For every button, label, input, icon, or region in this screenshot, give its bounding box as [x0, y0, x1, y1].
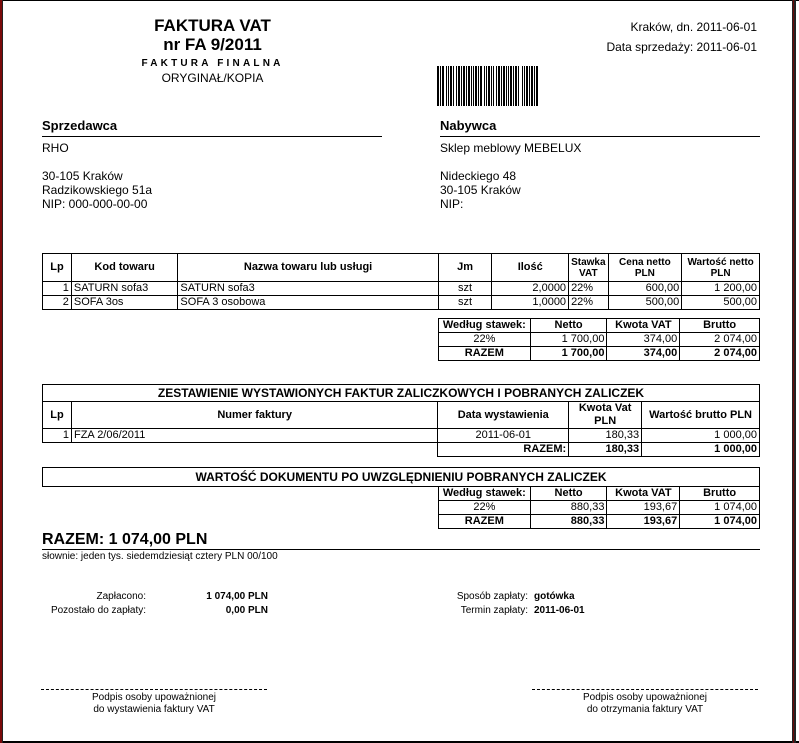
receiver-signature-line2: do otrzymania faktury VAT — [586, 704, 704, 715]
buyer-address-line: Nideckiego 48 — [440, 169, 517, 183]
place-date: Kraków, dn. 2011-06-01 — [630, 20, 757, 34]
receiver-signature — [532, 689, 758, 716]
paid-value: 1 074,00 PLN — [206, 591, 268, 602]
item-vat: 22% — [569, 282, 608, 296]
remaining-value: 0,00 PLN — [225, 605, 268, 616]
item-name: SATURN sofa3 — [178, 282, 438, 296]
item-code: SATURN sofa3 — [71, 282, 178, 296]
item-qty: 2,0000 — [492, 282, 569, 296]
item-price: 500,00 — [608, 296, 682, 310]
advances-title-row — [43, 385, 760, 402]
table-row — [439, 501, 760, 515]
seller-block — [42, 118, 382, 211]
item-lp: 2 — [43, 296, 72, 310]
advance-lp: 1 — [43, 429, 72, 443]
buyer-block — [440, 118, 760, 211]
total-vat: 193,67 — [607, 515, 680, 529]
item-vat: 22% — [569, 296, 608, 310]
total-label: RAZEM — [439, 347, 531, 361]
col-header-rate: Według stawek: — [439, 319, 531, 333]
item-value: 500,00 — [682, 296, 760, 310]
paid-label: Zapłacono: — [96, 591, 146, 602]
sale-date: Data sprzedaży: 2011-06-01 — [606, 40, 757, 54]
advances-title: ZESTAWIENIE WYSTAWIONYCH FAKTUR ZALICZKOWYCH I POBRANYCH ZALICZEK — [43, 385, 760, 402]
item-qty: 1,0000 — [492, 296, 569, 310]
advances-header-row — [43, 402, 760, 429]
table-row — [43, 429, 760, 443]
vat-rate: 22% — [439, 333, 531, 347]
total-gross: 1 074,00 — [680, 515, 760, 529]
item-price: 600,00 — [608, 282, 682, 296]
dates-block — [606, 17, 757, 57]
col-header-vat-amount: Kwota Vat PLN — [569, 402, 642, 429]
seller-title: Sprzedawca — [42, 118, 382, 137]
items-table — [42, 253, 760, 310]
col-header-gross-value: Wartość brutto PLN — [642, 402, 760, 429]
seller-address-line: 30-105 Kraków — [42, 169, 123, 183]
invoice-subtitle: FAKTURA FINALNA — [141, 58, 284, 69]
seller-address-line: Radzikowskiego 51a — [42, 183, 153, 197]
final-value-header — [439, 487, 760, 501]
remaining-label: Pozostało do zapłaty: — [50, 605, 146, 616]
vat-summary-header — [439, 319, 760, 333]
item-unit: szt — [438, 296, 492, 310]
final-value-box — [42, 467, 760, 487]
right-border — [792, 0, 796, 743]
issuer-signature-line1: Podpis osoby upoważnionej — [92, 692, 216, 703]
grand-total: RAZEM: 1 074,00 PLN — [42, 530, 760, 550]
col-header-vat: Kwota VAT — [607, 319, 680, 333]
advances-total-row — [43, 443, 760, 457]
items-header-row — [43, 254, 760, 282]
col-header-net: Netto — [530, 319, 607, 333]
col-header-issue-date: Data wystawienia — [438, 402, 569, 429]
copy-label: ORYGINAŁ/KOPIA — [161, 71, 264, 85]
invoice-title: FAKTURA VAT — [154, 16, 271, 35]
col-header-rate: Według stawek: — [439, 487, 531, 501]
issuer-signature-line2: do wystawienia faktury VAT — [93, 704, 215, 715]
table-row — [43, 296, 760, 310]
col-header-invoice-number: Numer faktury — [71, 402, 437, 429]
signature-line — [532, 689, 758, 690]
advances-table — [42, 384, 760, 457]
table-row — [43, 282, 760, 296]
payment-status — [42, 590, 272, 618]
advance-gross: 1 000,00 — [642, 429, 760, 443]
item-unit: szt — [438, 282, 492, 296]
issuer-signature — [41, 689, 267, 716]
item-code: SOFA 3os — [71, 296, 178, 310]
final-net: 880,33 — [530, 501, 607, 515]
col-header-lp: Lp — [43, 254, 72, 282]
col-header-net-value: Wartość netto PLN — [682, 254, 760, 282]
total-gross: 2 074,00 — [680, 347, 760, 361]
col-header-gross: Brutto — [680, 319, 760, 333]
advance-number: FZA 2/06/2011 — [71, 429, 437, 443]
receiver-signature-line1: Podpis osoby upoważnionej — [583, 692, 707, 703]
col-header-net: Netto — [530, 487, 607, 501]
col-header-name: Nazwa towaru lub usługi — [178, 254, 438, 282]
method-label: Sposób zapłaty: — [456, 591, 528, 602]
final-value-total-row — [439, 515, 760, 529]
final-vat: 193,67 — [607, 501, 680, 515]
invoice-number: nr FA 9/2011 — [163, 35, 262, 54]
vat-amount: 374,00 — [607, 333, 680, 347]
col-header-vat: Kwota VAT — [607, 487, 680, 501]
buyer-address-line: 30-105 Kraków — [440, 183, 521, 197]
total-vat: 374,00 — [607, 347, 680, 361]
invoice-title-block — [110, 16, 315, 86]
buyer-nip: NIP: — [440, 197, 464, 211]
buyer-name: Sklep meblowy MEBELUX — [440, 141, 582, 155]
amount-in-words: słownie: jeden tys. siedemdziesiąt cztery PLN 00/100 — [42, 551, 278, 562]
vat-summary-total-row — [439, 347, 760, 361]
vat-net: 1 700,00 — [530, 333, 607, 347]
seller-nip: NIP: 000-000-00-00 — [42, 197, 148, 211]
due-label: Termin zapłaty: — [460, 605, 528, 616]
final-value-table — [438, 486, 760, 529]
advance-date: 2011-06-01 — [438, 429, 569, 443]
advances-total-gross: 1 000,00 — [642, 443, 760, 457]
col-header-net-price: Cena netto PLN — [608, 254, 682, 282]
advances-total-label: RAZEM: — [438, 443, 569, 457]
total-label: RAZEM — [439, 515, 531, 529]
seller-name: RHO — [42, 141, 69, 155]
table-row — [439, 333, 760, 347]
final-value-title: WARTOŚĆ DOKUMENTU PO UWZGLĘDNIENIU POBRANYCH ZALICZEK — [195, 470, 607, 484]
due-value: 2011-06-01 — [534, 605, 585, 616]
advances-total-vat: 180,33 — [569, 443, 642, 457]
vat-gross: 2 074,00 — [680, 333, 760, 347]
item-value: 1 200,00 — [682, 282, 760, 296]
total-net: 880,33 — [530, 515, 607, 529]
col-header-gross: Brutto — [680, 487, 760, 501]
item-name: SOFA 3 osobowa — [178, 296, 438, 310]
total-net: 1 700,00 — [530, 347, 607, 361]
col-header-unit: Jm — [438, 254, 492, 282]
col-header-qty: Ilość — [492, 254, 569, 282]
item-lp: 1 — [43, 282, 72, 296]
col-header-vat-rate: Stawka VAT — [569, 254, 608, 282]
payment-terms — [430, 590, 730, 618]
barcode-icon — [437, 66, 573, 106]
method-value: gotówka — [534, 591, 575, 602]
col-header-lp: Lp — [43, 402, 72, 429]
buyer-title: Nabywca — [440, 118, 760, 137]
col-header-code: Kod towaru — [71, 254, 178, 282]
final-gross: 1 074,00 — [680, 501, 760, 515]
advance-vat: 180,33 — [569, 429, 642, 443]
signature-line — [41, 689, 267, 690]
left-border — [0, 0, 3, 743]
final-rate: 22% — [439, 501, 531, 515]
vat-summary-table — [438, 318, 760, 361]
